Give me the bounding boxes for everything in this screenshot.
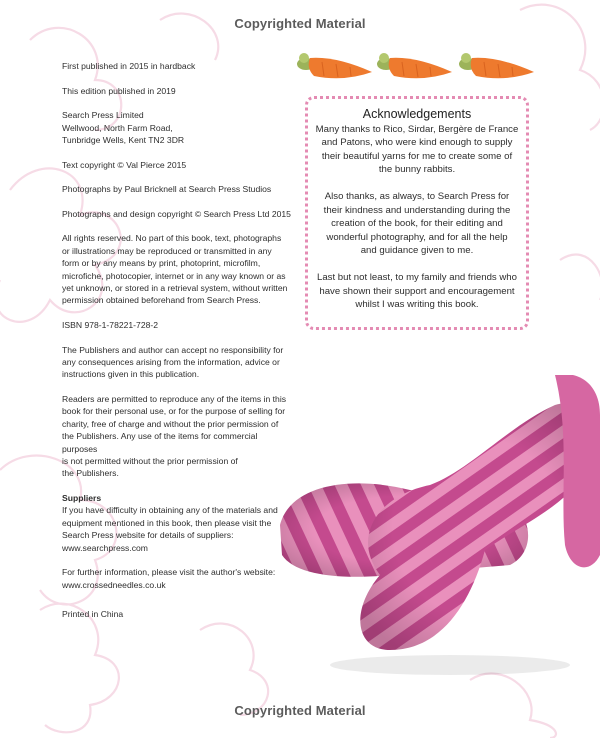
rights-reserved-text: All rights reserved. No part of this book, text, photographs or illustrations may be reproduced or transmitted in any form or by any means by print, photoprint, microfilm, microfiche, photocopier, internet or in any way known or as yet unknown, or stored in a retrieval system, without written permission obtained beforehand from Search Press. bbox=[62, 233, 288, 306]
acknowledgements-box bbox=[305, 96, 529, 330]
first-published-text: First published in 2015 in hardback bbox=[62, 61, 196, 71]
edition-text: This edition published in 2019 bbox=[62, 85, 176, 96]
acknowledgements-paragraph: Last but not least, to my family and friends who have shown their support and encouragement whilst I was writing this book. bbox=[317, 271, 517, 311]
further-info-text: For further information, please visit the author's website: www.crossedneedles.co.uk bbox=[62, 567, 276, 590]
searchpress-url: www.searchpress.com bbox=[62, 542, 148, 553]
publisher-line: Search Press Limited bbox=[62, 110, 144, 121]
imprint-column bbox=[62, 60, 294, 619]
publisher-address bbox=[62, 109, 294, 146]
author-website-url: www.crossedneedles.co.uk bbox=[62, 579, 166, 590]
copyright-watermark-bottom: Copyrighted Material bbox=[234, 703, 366, 718]
acknowledgements-paragraph: Many thanks to Rico, Sirdar, Bergère de France and Patons, who were kind enough to supply their beautiful yarns for me to create some of the bunny rabbits. bbox=[315, 123, 519, 176]
suppliers-section: Suppliers If you have difficulty in obtaining any of the materials and equipment mentioned in this book, then please visit the Search Press website for details of suppliers: www.searchpress.com bbox=[62, 492, 294, 554]
knitted-bunny-photo bbox=[270, 375, 600, 685]
publisher-line: Wellwood, North Farm Road, bbox=[62, 122, 173, 133]
acknowledgements-title: Acknowledgements bbox=[362, 107, 472, 121]
carrot-decoration bbox=[292, 46, 542, 90]
publisher-line: Tunbridge Wells, Kent TN2 3DR bbox=[62, 135, 185, 145]
carrot-icon bbox=[377, 53, 452, 78]
suppliers-heading: Suppliers bbox=[62, 493, 102, 504]
text-copyright: Text copyright © Val Pierce 2015 bbox=[62, 159, 187, 170]
acknowledgements-paragraph: Also thanks, as always, to Search Press for their kindness and understanding during the creation of the book, for their editing and wonderful photography, and for all the help and guidance given to me. bbox=[323, 190, 511, 257]
responsibility-text: The Publishers and author can accept no responsibility for any consequences arising from the information, advice or instructions given in this publication. bbox=[62, 344, 284, 380]
carrot-icon bbox=[297, 53, 372, 78]
readers-permission-text: Readers are permitted to reproduce any of the items in this book for their personal use, or for the purpose of selling for charity, free of charge and without the prior permission of the Publishers. Any use of the items for commercial purposes is not permitted without the prior permission of the Publishers. bbox=[62, 394, 287, 479]
printed-in-text: Printed in China bbox=[62, 609, 124, 619]
copyright-watermark-top: Copyrighted Material bbox=[234, 16, 366, 31]
isbn-text: ISBN 978-1-78221-728-2 bbox=[62, 320, 159, 330]
photographs-credit: Photographs by Paul Bricknell at Search Press Studios bbox=[62, 184, 272, 195]
photo-design-copyright: Photographs and design copyright © Search Press Ltd 2015 bbox=[62, 208, 291, 219]
carrot-icon bbox=[459, 53, 534, 78]
